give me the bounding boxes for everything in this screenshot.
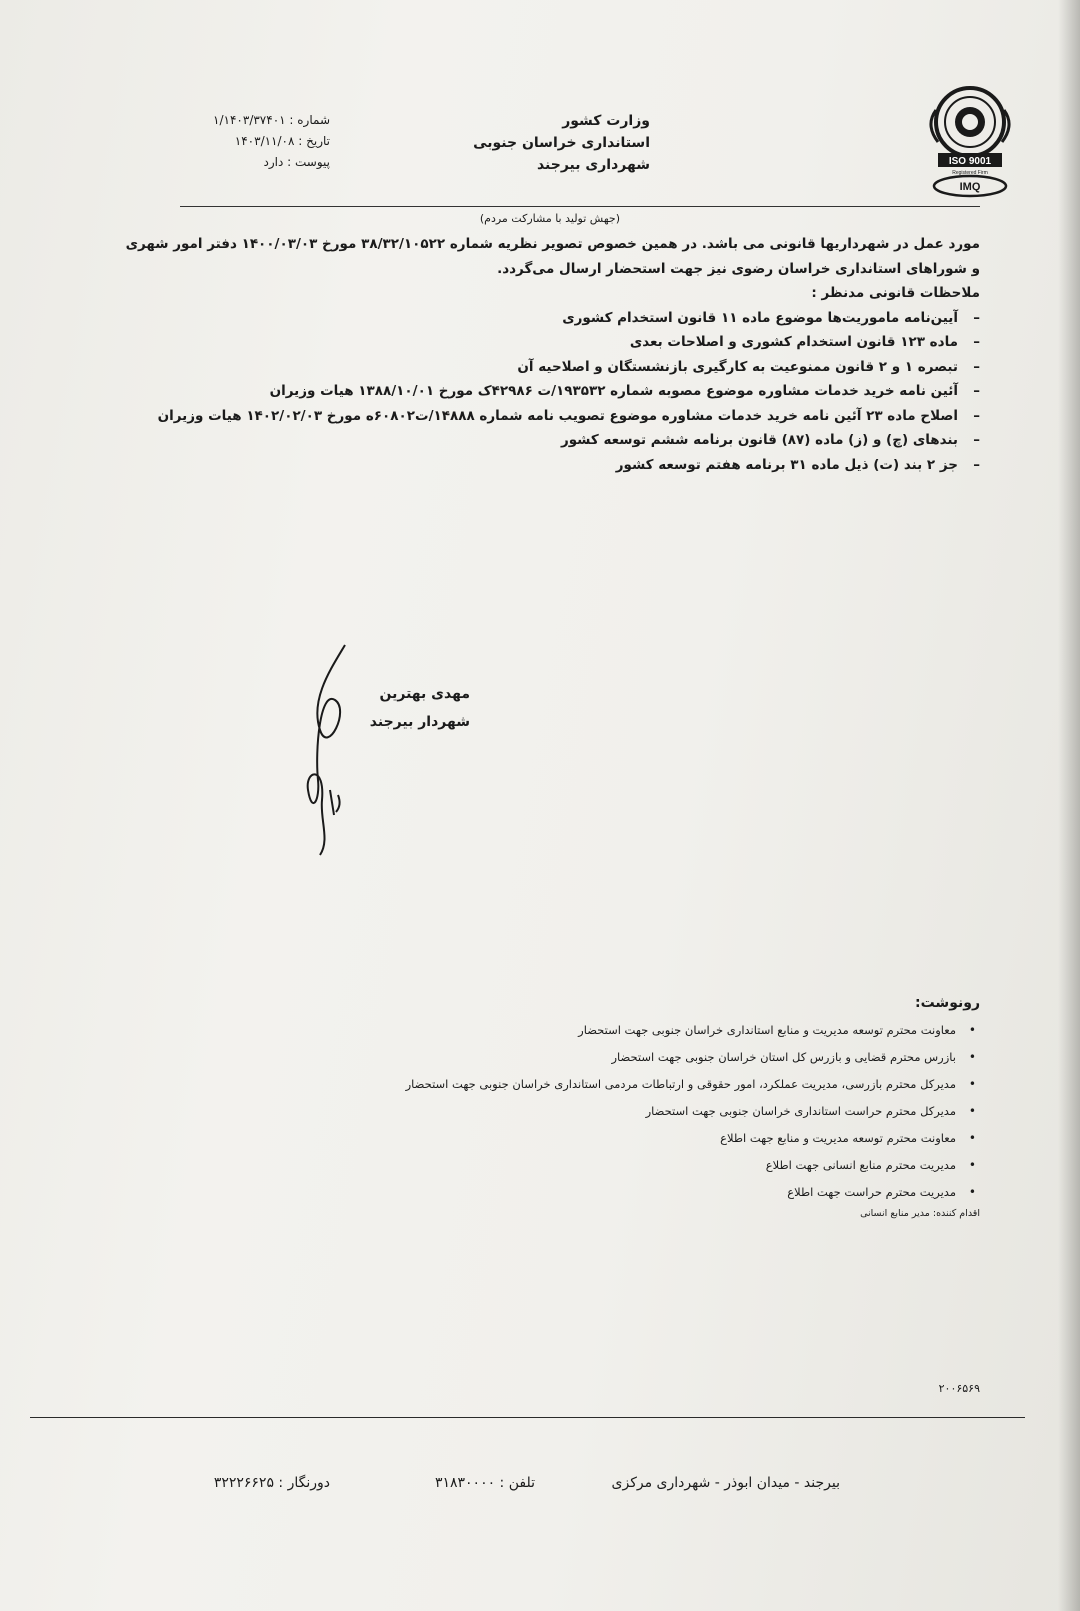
cc-item: • مدیریت محترم منابع انسانی جهت اطلاع — [250, 1152, 980, 1179]
page-edge-shadow — [1058, 0, 1080, 1611]
registered-firm-label: Registered Firm — [952, 170, 988, 176]
cc-section — [250, 995, 980, 1219]
footer-phone: تلفن : ۳۱۸۳۰۰۰۰ — [434, 1475, 535, 1491]
legal-item: – اصلاح ماده ۲۳ آئین نامه خرید خدمات مشاوره موضوع تصویب نامه شماره ۱۴۸۸۸/ت۶۰۸۰۲ه مورخ ۱۴۰۲/۰۲/۰۳ هیات وزیران — [120, 404, 980, 429]
legal-list — [120, 306, 980, 478]
signatory-title: شهردار بیرجند — [369, 714, 470, 730]
letter-number: شماره : ۱/۱۴۰۳/۳۷۴۰۱ — [213, 113, 330, 127]
legal-item: – آیین‌نامه ماموریت‌ها موضوع ماده ۱۱ قانون استخدام کشوری — [120, 306, 980, 331]
cc-list — [250, 1017, 980, 1206]
document-number: ۲۰۰۶۵۶۹ — [938, 1382, 980, 1395]
cc-title: رونوشت: — [915, 995, 980, 1011]
imq-label: IMQ — [959, 181, 981, 193]
cc-item: • معاونت محترم توسعه مدیریت و منابع استانداری خراسان جنوبی جهت استحضار — [250, 1017, 980, 1044]
cc-item: • مدیریت محترم حراست جهت اطلاع — [250, 1179, 980, 1206]
cc-item: • بازرس محترم قضایی و بازرس کل استان خراسان جنوبی جهت استحضار — [250, 1044, 980, 1071]
legal-item: – آئین نامه خرید خدمات مشاوره موضوع مصوبه شماره ۱۹۳۵۳۲/ت ۴۲۹۸۶ک مورخ ۱۳۸۸/۱۰/۰۱ هیات وزیران — [120, 379, 980, 404]
letter-body — [120, 232, 980, 477]
municipality-logo-icon — [920, 80, 1020, 200]
letter-meta — [170, 110, 330, 173]
slogan: (جهش تولید با مشارکت مردم) — [479, 212, 620, 225]
footer-address: بیرجند - میدان ابوذر - شهرداری مرکزی — [611, 1475, 840, 1491]
cc-item: • معاونت محترم توسعه مدیریت و منابع جهت اطلاع — [250, 1125, 980, 1152]
header-divider — [180, 206, 980, 207]
legal-item: – جز ۲ بند (ت) ذیل ماده ۳۱ برنامه هفتم توسعه کشور — [120, 453, 980, 478]
governorate-name: استانداری خراسان جنوبی — [473, 135, 650, 151]
iso-label: ISO 9001 — [948, 156, 992, 167]
cc-item: • مدیرکل محترم بازرسی، مدیریت عملکرد، امور حقوقی و ارتباطات مردمی استانداری خراسان جنوبی جهت استحضار — [250, 1071, 980, 1098]
footer-fax: دورنگار : ۳۲۲۲۶۶۲۵ — [213, 1475, 330, 1491]
letter-attachment: پیوست : دارد — [263, 155, 330, 169]
organization-header — [430, 110, 650, 176]
ministry-name: وزارت کشور — [562, 113, 650, 129]
municipality-name: شهرداری بیرجند — [536, 157, 650, 173]
action-by: اقدام کننده: مدیر منابع انسانی — [860, 1208, 980, 1219]
signatory — [330, 680, 470, 736]
handwritten-signature — [290, 640, 370, 860]
legal-item: – ماده ۱۲۳ قانون استخدام کشوری و اصلاحات بعدی — [120, 330, 980, 355]
legal-item: – تبصره ۱ و ۲ قانون ممنوعیت به کارگیری بازنشستگان و اصلاحیه آن — [120, 355, 980, 380]
legal-item: – بندهای (چ) و (ز) ماده (۸۷) قانون برنامه ششم توسعه کشور — [120, 428, 980, 453]
legal-heading: ملاحظات قانونی مدنظر : — [811, 285, 980, 301]
footer-divider — [30, 1417, 1025, 1418]
signatory-name: مهدی بهترین — [379, 686, 470, 702]
letter-date: تاریخ : ۱۴۰۳/۱۱/۰۸ — [234, 134, 330, 148]
body-paragraph: مورد عمل در شهرداریها قانونی می باشد. در همین خصوص تصویر نظریه شماره ۳۸/۳۲/۱۰۵۲۲ مورخ ۱۴۰۰/۰۳/۰۳ دفتر امور شهری و شوراهای استانداری خراسان رضوی نیز جهت استحضار ارسال می‌گردد. — [125, 236, 980, 277]
cc-item: • مدیرکل محترم حراست استانداری خراسان جنوبی جهت استحضار — [250, 1098, 980, 1125]
